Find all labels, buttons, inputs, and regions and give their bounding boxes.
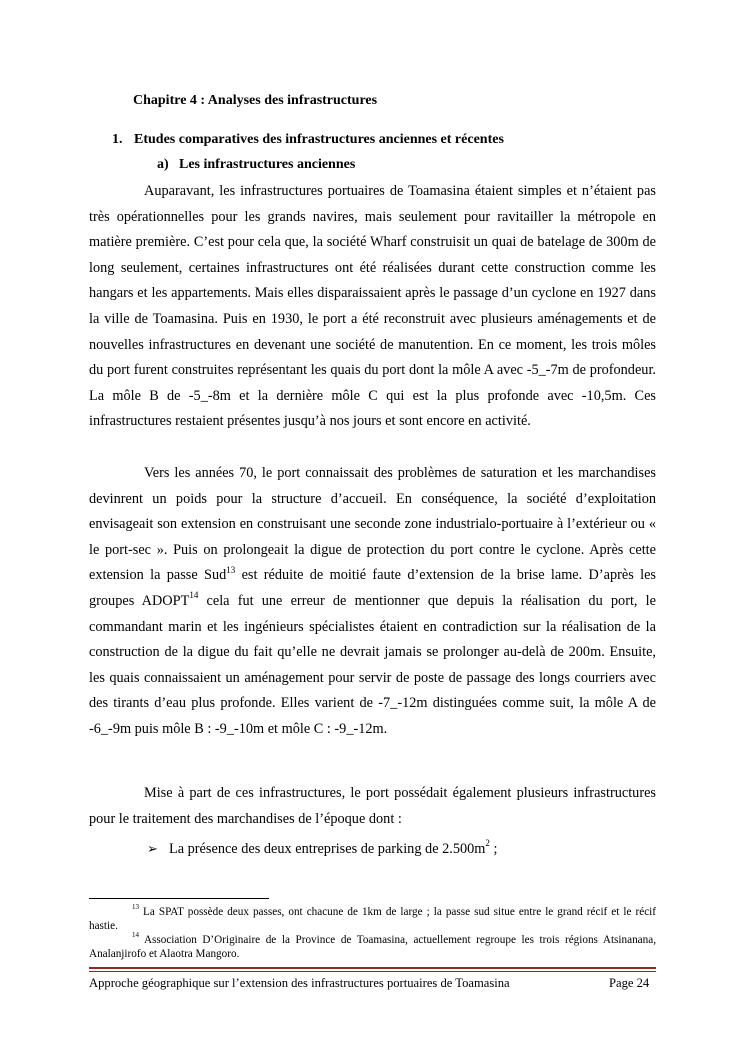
paragraph-2-part-1: Vers les années 70, le port connaissait des problèmes de saturation et les marchandises devinrent un poids pour la structure d’accueil. En conséquence, la société d’exploitation envisageait son extension en construisant une seconde zone industrialo-portuaire à l’extérieur ou « le port-sec ». Puis on prolongeait la digue de protection du port contre le cyclone. Après cette extension la passe Sud xyxy=(89,465,656,584)
bullet-text: La présence des deux entreprises de parking de 2.500m xyxy=(169,841,486,857)
section-number: 1. xyxy=(112,132,123,147)
subsection-number: a) xyxy=(157,157,169,172)
paragraph-2-part-2: est réduite de moitié faute d’extension de la brise lame. D’après les groupes ADOPT xyxy=(89,567,656,609)
chapter-title: Chapitre 4 : Analyses des infrastructures xyxy=(133,93,378,108)
footnote-separator xyxy=(89,898,269,899)
subsection-heading xyxy=(157,157,355,173)
section-heading xyxy=(112,132,504,148)
footer-title: Approche géographique sur l’extension des infrastructures portuaires de Toamasina xyxy=(89,976,510,990)
subsection-title: Les infrastructures anciennes xyxy=(179,157,356,172)
footnote-13 xyxy=(89,903,656,933)
paragraph-2 xyxy=(89,461,656,743)
footnote-ref-13[interactable]: 13 xyxy=(226,564,236,575)
footnote-ref-14[interactable]: 14 xyxy=(189,590,199,601)
footnote-number: 13 xyxy=(132,903,139,912)
footnote-text: Association D’Originaire de la Province de Toamasina, actuellement regroupe les trois régions Atsinanana, Analanjirofo et Alaotra Mangoro. xyxy=(89,934,656,960)
bullet-item xyxy=(147,838,498,858)
footnote-number: 14 xyxy=(132,931,139,940)
footnote-14 xyxy=(89,931,656,961)
footer-rule-thick xyxy=(89,967,656,969)
paragraph-1: Auparavant, les infrastructures portuaires de Toamasina étaient simples et n’étaient pas très opérationnelles pour les grands navires, mais seulement pour ravitailler la métropole en matière première. C’est pour cela que, la société Wharf construisit un quai de batelage de 300m de long seulement, certaines infrastructures ont été réalisées durant cette construction comme les hangars et les appartements. Mais elles disparaissaient après le passage d’un cyclone en 1927 dans la ville de Toamasina. Puis en 1930, le port a été reconstruit avec plusieurs aménagements et de nouvelles infrastructures en devenant une société de manutention. En ce moment, les trois môles du port furent construites représentant les quais du port dont la môle A avec -5_-7m de profondeur. La môle B de -5_-8m et la dernière môle C qui est la plus profonde avec -10,5m. Ces infrastructures restaient présentes jusqu’à nos jours et sont encore en activité. xyxy=(89,183,656,430)
bullet-end: ; xyxy=(489,841,498,857)
footnote-text: La SPAT possède deux passes, ont chacune de 1km de large ; la passe sud situe entre le grand récif et le récif hastie. xyxy=(89,906,656,932)
paragraph-2-part-3: cela fut une erreur de mentionner que depuis la réalisation du port, le commandant marin et les ingénieurs spécialistes étaient en contradiction sur la réalisation de la construction de la digue du fait qu’elle ne devrait jamais se prolonger au-delà de 200m. Ensuite, les quais connaissaient un aménagement pour servir de poste de passage des longs courriers avec des tirants d’eau plus profonde. Elles varient de -7_-12m distinguées comme suit, la môle A de -6_-9m puis môle B : -9_-10m et môle C : -9_-12m. xyxy=(89,592,656,737)
footer-rule-thin xyxy=(89,971,656,972)
arrow-bullet-icon: ➢ xyxy=(147,841,158,856)
bullet-superscript: 2 xyxy=(485,838,490,849)
page-number: Page 24 xyxy=(609,976,650,990)
section-title: Etudes comparatives des infrastructures anciennes et récentes xyxy=(134,132,504,147)
paragraph-3: Mise à part de ces infrastructures, le port possédait également plusieurs infrastructures pour le traitement des marchandises de l’époque dont : xyxy=(89,785,656,827)
